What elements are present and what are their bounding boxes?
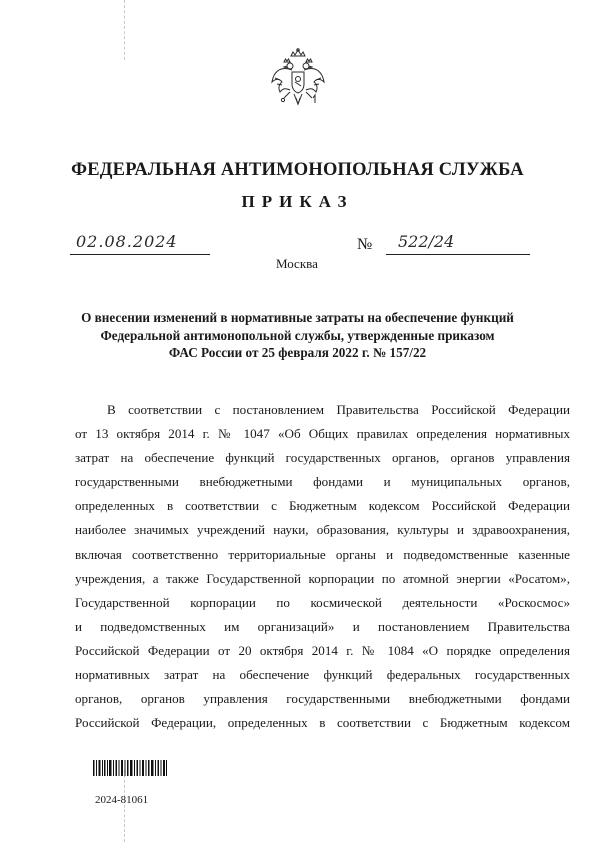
fold-line-bottom (124, 770, 126, 842)
order-body (75, 398, 570, 735)
body-line: Российской Федерации от 20 октября 2014 г. № 1084 «О порядке определения (75, 642, 570, 658)
body-line: В соответствии с постановлением Правительства Российской Федерации (107, 402, 570, 417)
body-line: и подведомственных им организаций» и постановлением Правительства (75, 618, 570, 634)
agency-name: ФЕДЕРАЛЬНАЯ АНТИМОНОПОЛЬНАЯ СЛУЖБА (71, 160, 524, 180)
subject-line: О внесении изменений в нормативные затраты на обеспечение функций (81, 310, 514, 325)
body-line: государственными внебюджетными фондами и муниципальных органов, (75, 474, 570, 490)
order-number: 522/24 (398, 232, 455, 251)
body-line: Российской Федерации, определенных в соответствии с Бюджетным кодексом (75, 715, 570, 731)
body-line: учреждения, а также Государственной корпорации по атомной энергии «Росатом», (75, 570, 570, 586)
city: Москва (276, 256, 318, 271)
barcode-icon (93, 760, 167, 776)
body-line: наиболее значимых учреждений науки, образования, культуры и здравоохранения, (75, 522, 570, 538)
order-number-field (386, 232, 530, 255)
body-line: нормативных затрат на обеспечение функций федеральных государственных (75, 667, 570, 683)
subject-line: ФАС России от 25 февраля 2022 г. № 157/22 (168, 345, 427, 360)
number-sign: № (357, 236, 373, 253)
order-subject (60, 309, 535, 362)
body-line: органов, органов управления государственными внебюджетными фондами (75, 691, 570, 707)
subject-line: Федеральной антимонопольной службы, утвержденные приказом (100, 327, 495, 343)
body-line: определенных в соответствии с Бюджетным кодексом Российской Федерации (75, 498, 570, 514)
document-type: ПРИКАЗ (241, 192, 354, 211)
body-line: затрат на обеспечение функций государственных органов, органов управления (75, 450, 570, 466)
order-date: 02.08.2024 (76, 232, 178, 251)
body-line: включая соответственно территориальные органы и подведомственные казенные (75, 546, 570, 562)
body-line: от 13 октября 2014 г. № 1047 «Об Общих правилах определения нормативных (75, 426, 570, 442)
fold-line-top (124, 0, 126, 60)
body-line: Государственной корпорации по космической деятельности «Роскосмос» (75, 594, 570, 610)
coat-of-arms-icon (268, 48, 328, 112)
order-date-field (70, 232, 210, 255)
document-id: 2024-81061 (95, 794, 149, 806)
